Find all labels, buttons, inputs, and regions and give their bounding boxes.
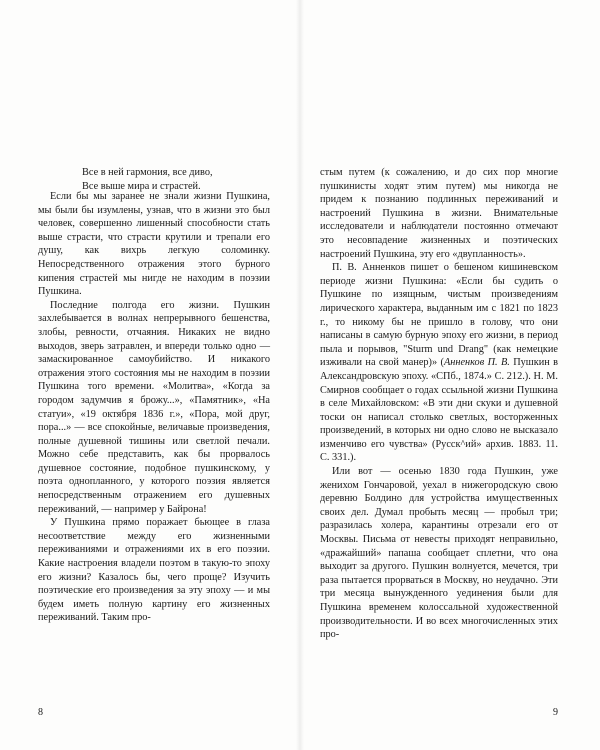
citation-author: Анненков П. В. xyxy=(443,357,510,369)
right-page xyxy=(300,0,600,750)
paragraph: Или вот — осенью 1830 года Пушкин, уже женихом Гончаровой, уехал в нижегородскую свою деревню Болдино для устройства имущественных своих дел. Думал пробыть месяц — пробыл три; разразилась холера, карантины отрезали его от Москвы. Письма от невесты приходят неправильно, «дражайший» папаша сообщает сплетни, что она выходит за другого. Пушкин волнуется, мечется, три раза пытается прорваться в Москву, но неудачно. Эти три месяца вынужденного уединения были для Пушкина временем колоссальной художественной производительности. И во всех многочисленных этих про- xyxy=(320,466,558,641)
paragraph xyxy=(320,261,558,465)
paragraph: Последние полгода его жизни. Пушкин захлебывается в волнах непрерывного бешенства, злобы, ревности, отчаяния. Никаких не видно выходов, зверь затравлен, и впереди только одно — замаскированное самоубийство. И никакого отражения этого состояния мы не находим в поэзии Пушкина того времени. «Молитва», «Когда за городом задумчив я брожу...», «Памятник», «На статуи», «19 октября 1836 г.», «Пора, мой друг, пора...» — все спокойные, величавые произведения, полные душевной тишины или светлой печали. Можно себе представить, как бы прорвалось душевное состояние, подобное пушкинскому, у поэта однопланного, у которого поэзия является непосредственным отражением его душевных переживаний, — например у Байрона! xyxy=(38,299,270,515)
paragraph: стым путем (к сожалению, и до сих пор многие пушкинисты ходят этим путем) мы никогда не придем к познанию подлинных переживаний и настроений Пушкина в жизни. Внимательные исследователи и наблюдатели постоянно отмечают это несовпадение жизненных и поэтических настроений Пушкина, эту его «двупланность». xyxy=(320,167,558,260)
paragraph: У Пушкина прямо поражает бьющее в глаза несоответствие между его жизненными переживаниями и отражениями их в его поэзии. Какие настроения владели поэтом в такую-то эпоху его жизни? Казалось бы, чего проще? Изучить поэтические его произведения за эту эпоху — и мы будем иметь полную картину его жизненных переживаний. Таким про- xyxy=(38,517,270,624)
page-number: 8 xyxy=(38,707,43,718)
page-number: 9 xyxy=(553,707,558,718)
paragraph-text: Пушкин в Александровскую эпоху. «СПб., 1874.» С. 212.). Н. М. Смирнов сообщает о годах ссыльной жизни Пушкина в селе Михайловском: «В эти дни скуки и душевной тоски он написал столько светлых, восторженных произведений, в которых ни одно слово не высказало изменчиво его чувства» (Русск^ий» архив. 1883. 11. С. 331.). xyxy=(320,357,558,464)
paragraph-text: П. В. Анненков пишет о бешеном кишиневском периоде жизни Пушкина: «Если бы судить о Пушкине по изящным, чистым произведениям лирического характера, выданным им с 1821 по 1823 г., то никому бы не пришло в голову, что они написаны в самую бурную эпоху его жизни, в период пыла и порывов, "Sturm und Drang" (как немецкие изживали на свой манер)» ( xyxy=(320,262,558,369)
paragraph: Если бы мы заранее не знали жизни Пушкина, мы были бы изумлены, узнав, что в жизни это был человек, совершенно лишенный способности стать выше страсти, что страсти крутили и трепали его душу, как вихрь легкую соломинку. Непосредственного отражения этого бурного кипения страстей мы нигде не находим в поэзии Пушкина. xyxy=(38,191,270,298)
left-body xyxy=(38,190,270,625)
epigraph-line: Все в ней гармония, все диво, xyxy=(82,167,213,178)
right-body xyxy=(320,166,558,642)
epigraph-line: Все выше мира и страстей. xyxy=(82,180,201,192)
